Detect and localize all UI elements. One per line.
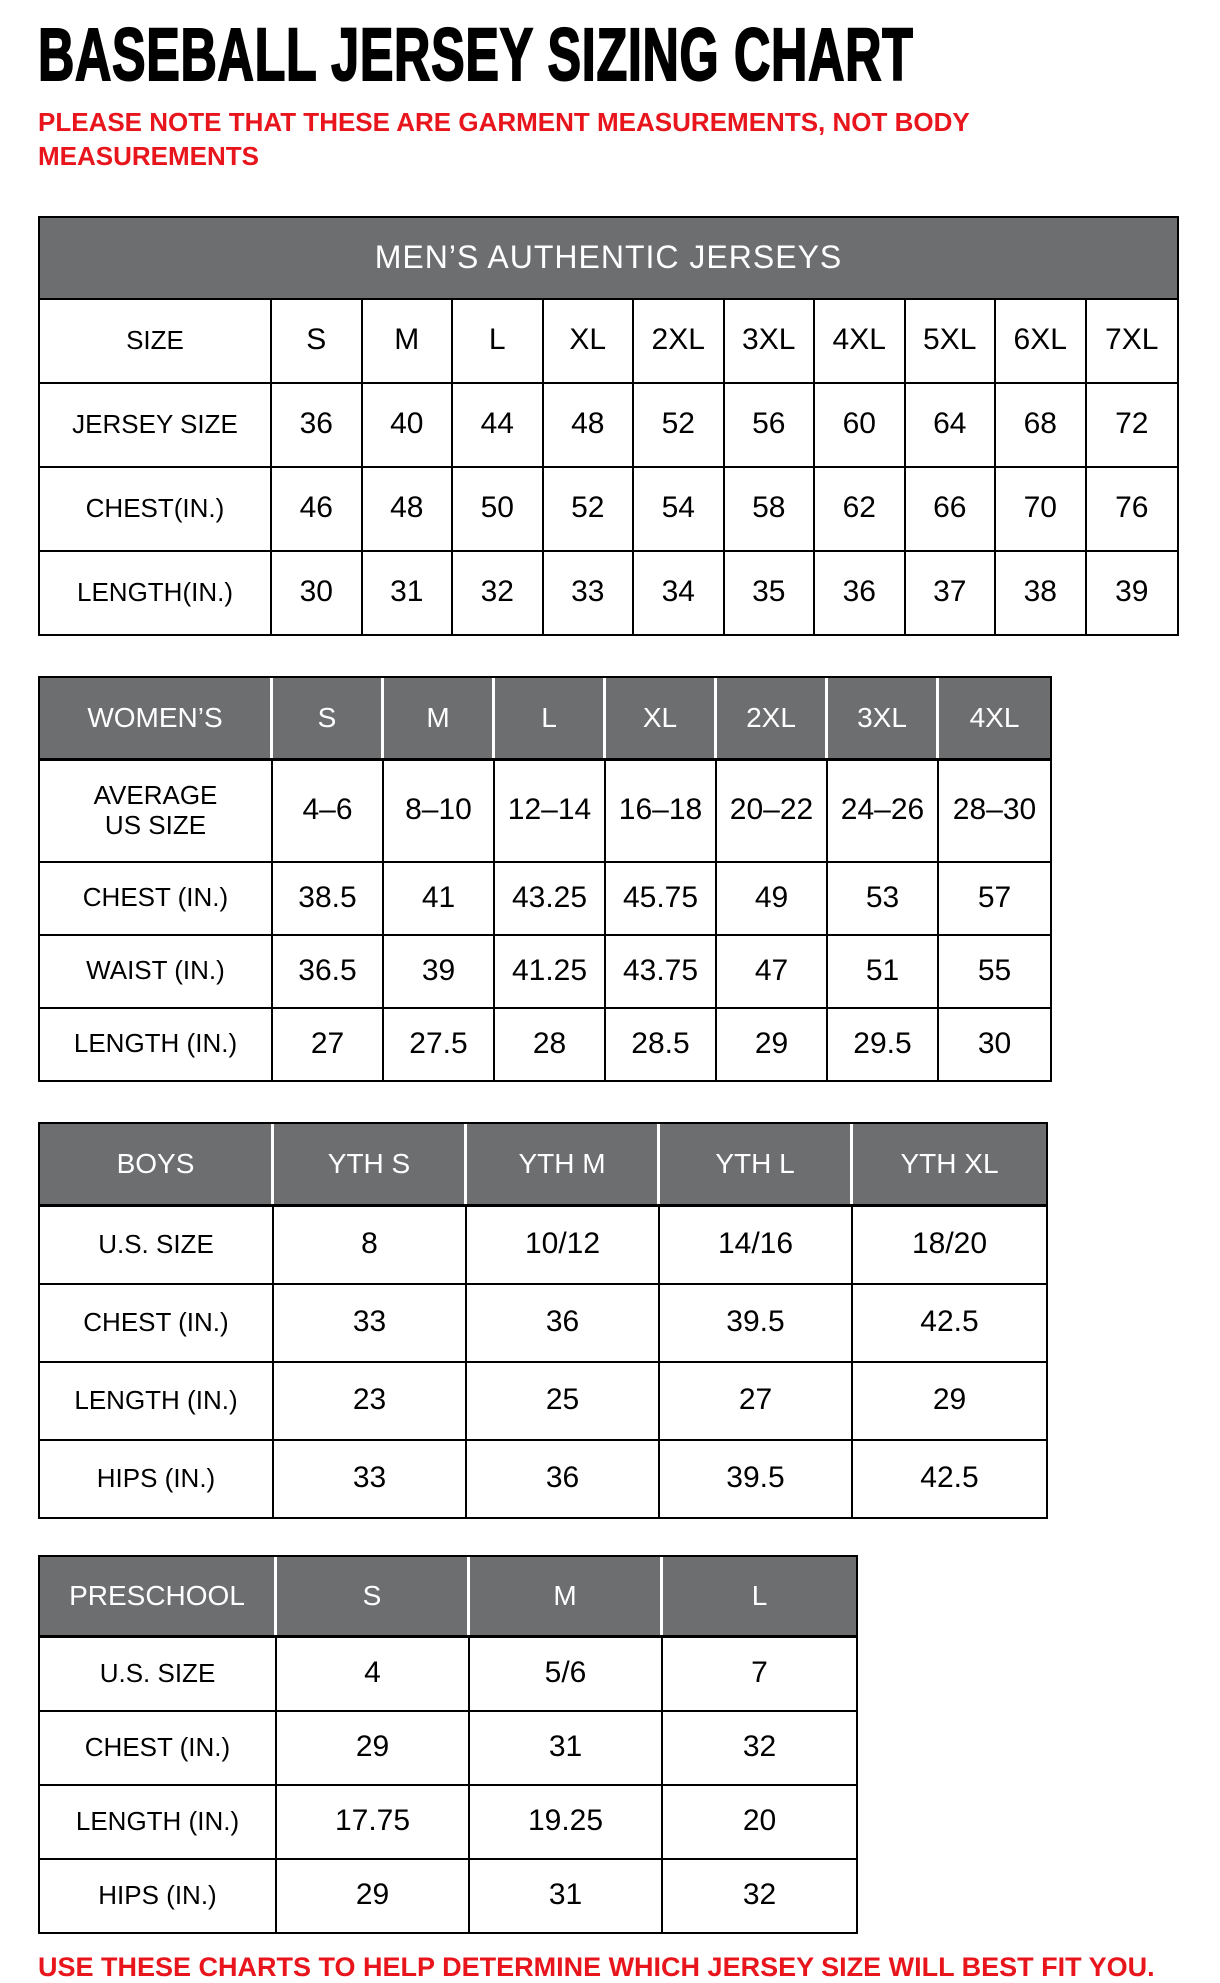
value-cell: 39.5 [660,1285,853,1361]
table-row [40,1285,1046,1363]
table-row [40,936,1050,1009]
row-label: LENGTH (IN.) [40,1786,277,1858]
value-cell: 30 [977,1026,1012,1060]
value-cell: 24–26 [828,761,939,861]
value-cell: 54 [634,468,725,550]
header-label: BOYS [40,1124,274,1204]
row-label: CHEST(IN.) [40,468,272,550]
table-row [40,384,1177,468]
value-cell: 36 [272,384,363,466]
table-row [40,863,1050,936]
value-cell: 4–6 [273,761,384,861]
value-cell: 14/16 [660,1207,853,1283]
value-cell: 41.25 [495,936,606,1007]
page-title [38,13,1200,96]
value-cell: 50 [453,468,544,550]
value-cell: 18/20 [911,1227,988,1261]
value-cell: 53 [828,863,939,934]
value-cell: S [272,300,363,382]
value-cell: 27 [660,1363,853,1439]
header-row [40,678,1050,761]
size-header-cell: XL [606,678,717,758]
table-row [40,1860,856,1932]
value-cell: 2XL [634,300,725,382]
value-cell: 12–14 [495,761,606,861]
value-cell: 33 [274,1285,467,1361]
size-header-cell: S [277,1557,470,1635]
value-cell: 5XL [906,300,997,382]
size-header-cell: L [495,678,606,758]
value-cell: 37 [906,552,997,634]
size-header-cell: YTH M [467,1124,660,1204]
value-cell: 7 [751,1656,768,1690]
table-row [40,1786,856,1860]
value-cell: 49 [717,863,828,934]
row-label: CHEST (IN.) [40,1285,274,1361]
size-header-cell: 3XL [828,678,939,758]
value-cell: 48 [363,468,454,550]
value-cell: 36 [467,1441,660,1517]
value-cell: 29 [277,1860,470,1932]
row-label: WAIST (IN.) [40,936,273,1007]
size-header-cell: 4XL [939,678,1050,758]
value-cell: 66 [906,468,997,550]
value-cell: 8–10 [384,761,495,861]
garment-measurements-note [38,106,1200,174]
value-cell: 32 [742,1878,777,1912]
value-cell: 51 [828,936,939,1007]
row-label: U.S. SIZE [40,1207,274,1283]
value-cell: 35 [725,552,816,634]
value-cell: 46 [272,468,363,550]
value-cell: 36 [467,1285,660,1361]
table-banner: MEN’S AUTHENTIC JERSEYS [40,218,1177,300]
value-cell: 31 [470,1860,663,1932]
value-cell: XL [544,300,635,382]
row-label: U.S. SIZE [40,1638,277,1710]
preschool-sizing-table [38,1555,858,1934]
value-cell: L [453,300,544,382]
value-cell: 40 [363,384,454,466]
row-label: JERSEY SIZE [40,384,272,466]
value-cell: 30 [272,552,363,634]
value-cell: 64 [906,384,997,466]
value-cell: 36 [815,552,906,634]
value-cell: 42.5 [920,1305,979,1339]
value-cell: 76 [1115,491,1149,525]
value-cell: 27 [273,1009,384,1080]
value-cell: 4XL [815,300,906,382]
value-cell: 45.75 [606,863,717,934]
value-cell: 17.75 [277,1786,470,1858]
size-header-cell: YTH S [274,1124,467,1204]
value-cell: 52 [544,468,635,550]
table-row [40,468,1177,552]
table-row [40,761,1050,863]
value-cell: 33 [544,552,635,634]
value-cell: 56 [725,384,816,466]
value-cell: 58 [725,468,816,550]
size-header-cell: M [384,678,495,758]
row-label: LENGTH (IN.) [40,1363,274,1439]
value-cell: 28.5 [606,1009,717,1080]
value-cell: 43.25 [495,863,606,934]
value-cell: 19.25 [470,1786,663,1858]
value-cell: 3XL [725,300,816,382]
value-cell: 52 [634,384,725,466]
value-cell: 38.5 [273,863,384,934]
value-cell: 32 [453,552,544,634]
table-row [40,1441,1046,1517]
value-cell: 72 [1115,407,1149,441]
value-cell: 31 [363,552,454,634]
size-header-cell: 2XL [717,678,828,758]
value-cell: 4 [277,1638,470,1710]
header-label: WOMEN’S [40,678,273,758]
value-cell: 39 [1115,575,1149,609]
value-cell: 36.5 [273,936,384,1007]
value-cell: 23 [274,1363,467,1439]
value-cell: 55 [977,953,1012,987]
table-row [40,1638,856,1712]
mens-authentic-jerseys-table [38,216,1179,636]
value-cell: 34 [634,552,725,634]
value-cell: 38 [996,552,1087,634]
value-cell: 27.5 [384,1009,495,1080]
value-cell: 39.5 [660,1441,853,1517]
value-cell: 44 [453,384,544,466]
value-cell: 43.75 [606,936,717,1007]
value-cell: 20 [742,1804,777,1838]
header-label: PRESCHOOL [40,1557,277,1635]
value-cell: 7XL [1105,323,1159,357]
value-cell: M [363,300,454,382]
row-label: LENGTH(IN.) [40,552,272,634]
value-cell: 29.5 [828,1009,939,1080]
womens-sizing-table [38,676,1052,1082]
page-title-text: BASEBALL JERSEY SIZING CHART [38,13,914,96]
value-cell: 28–30 [952,793,1037,827]
table-row [40,1712,856,1786]
row-label: HIPS (IN.) [40,1441,274,1517]
value-cell: 41 [384,863,495,934]
value-cell: 68 [996,384,1087,466]
row-label: CHEST (IN.) [40,863,273,934]
value-cell: 47 [717,936,828,1007]
size-header-cell: S [273,678,384,758]
value-cell: 32 [742,1730,777,1764]
value-cell: 62 [815,468,906,550]
row-label: HIPS (IN.) [40,1860,277,1932]
value-cell: 6XL [996,300,1087,382]
table-row [40,1363,1046,1441]
value-cell: 39 [384,936,495,1007]
note-line-1: PLEASE NOTE THAT THESE ARE GARMENT MEASUREMENTS, NOT BODY [38,107,970,137]
value-cell: 31 [470,1712,663,1784]
footer-note: USE THESE CHARTS TO HELP DETERMINE WHICH JERSEY SIZE WILL BEST FIT YOU. [38,1951,1155,1982]
size-header-cell: L [663,1557,856,1635]
size-header-cell: YTH L [660,1124,853,1204]
header-row [40,1124,1046,1207]
value-cell: 29 [277,1712,470,1784]
boys-sizing-table [38,1122,1048,1519]
note-line-2: MEASUREMENTS [38,140,260,171]
table-row [40,1207,1046,1285]
value-cell: 28 [495,1009,606,1080]
size-header-cell: YTH XL [853,1124,1046,1204]
value-cell: 48 [544,384,635,466]
table-row [40,552,1177,634]
value-cell: 70 [996,468,1087,550]
table-row [40,1009,1050,1080]
value-cell: 33 [274,1441,467,1517]
value-cell: 29 [932,1383,967,1417]
value-cell: 42.5 [920,1461,979,1495]
row-label: LENGTH (IN.) [40,1009,273,1080]
size-header-cell: M [470,1557,663,1635]
value-cell: 57 [977,880,1012,914]
row-label: SIZE [40,300,272,382]
row-label: AVERAGE US SIZE [40,761,273,861]
table-row [40,300,1177,384]
value-cell: 20–22 [717,761,828,861]
value-cell: 60 [815,384,906,466]
value-cell: 25 [467,1363,660,1439]
value-cell: 10/12 [467,1207,660,1283]
value-cell: 29 [717,1009,828,1080]
value-cell: 5/6 [470,1638,663,1710]
value-cell: 8 [274,1207,467,1283]
header-row [40,1557,856,1638]
value-cell: 16–18 [606,761,717,861]
row-label: CHEST (IN.) [40,1712,277,1784]
